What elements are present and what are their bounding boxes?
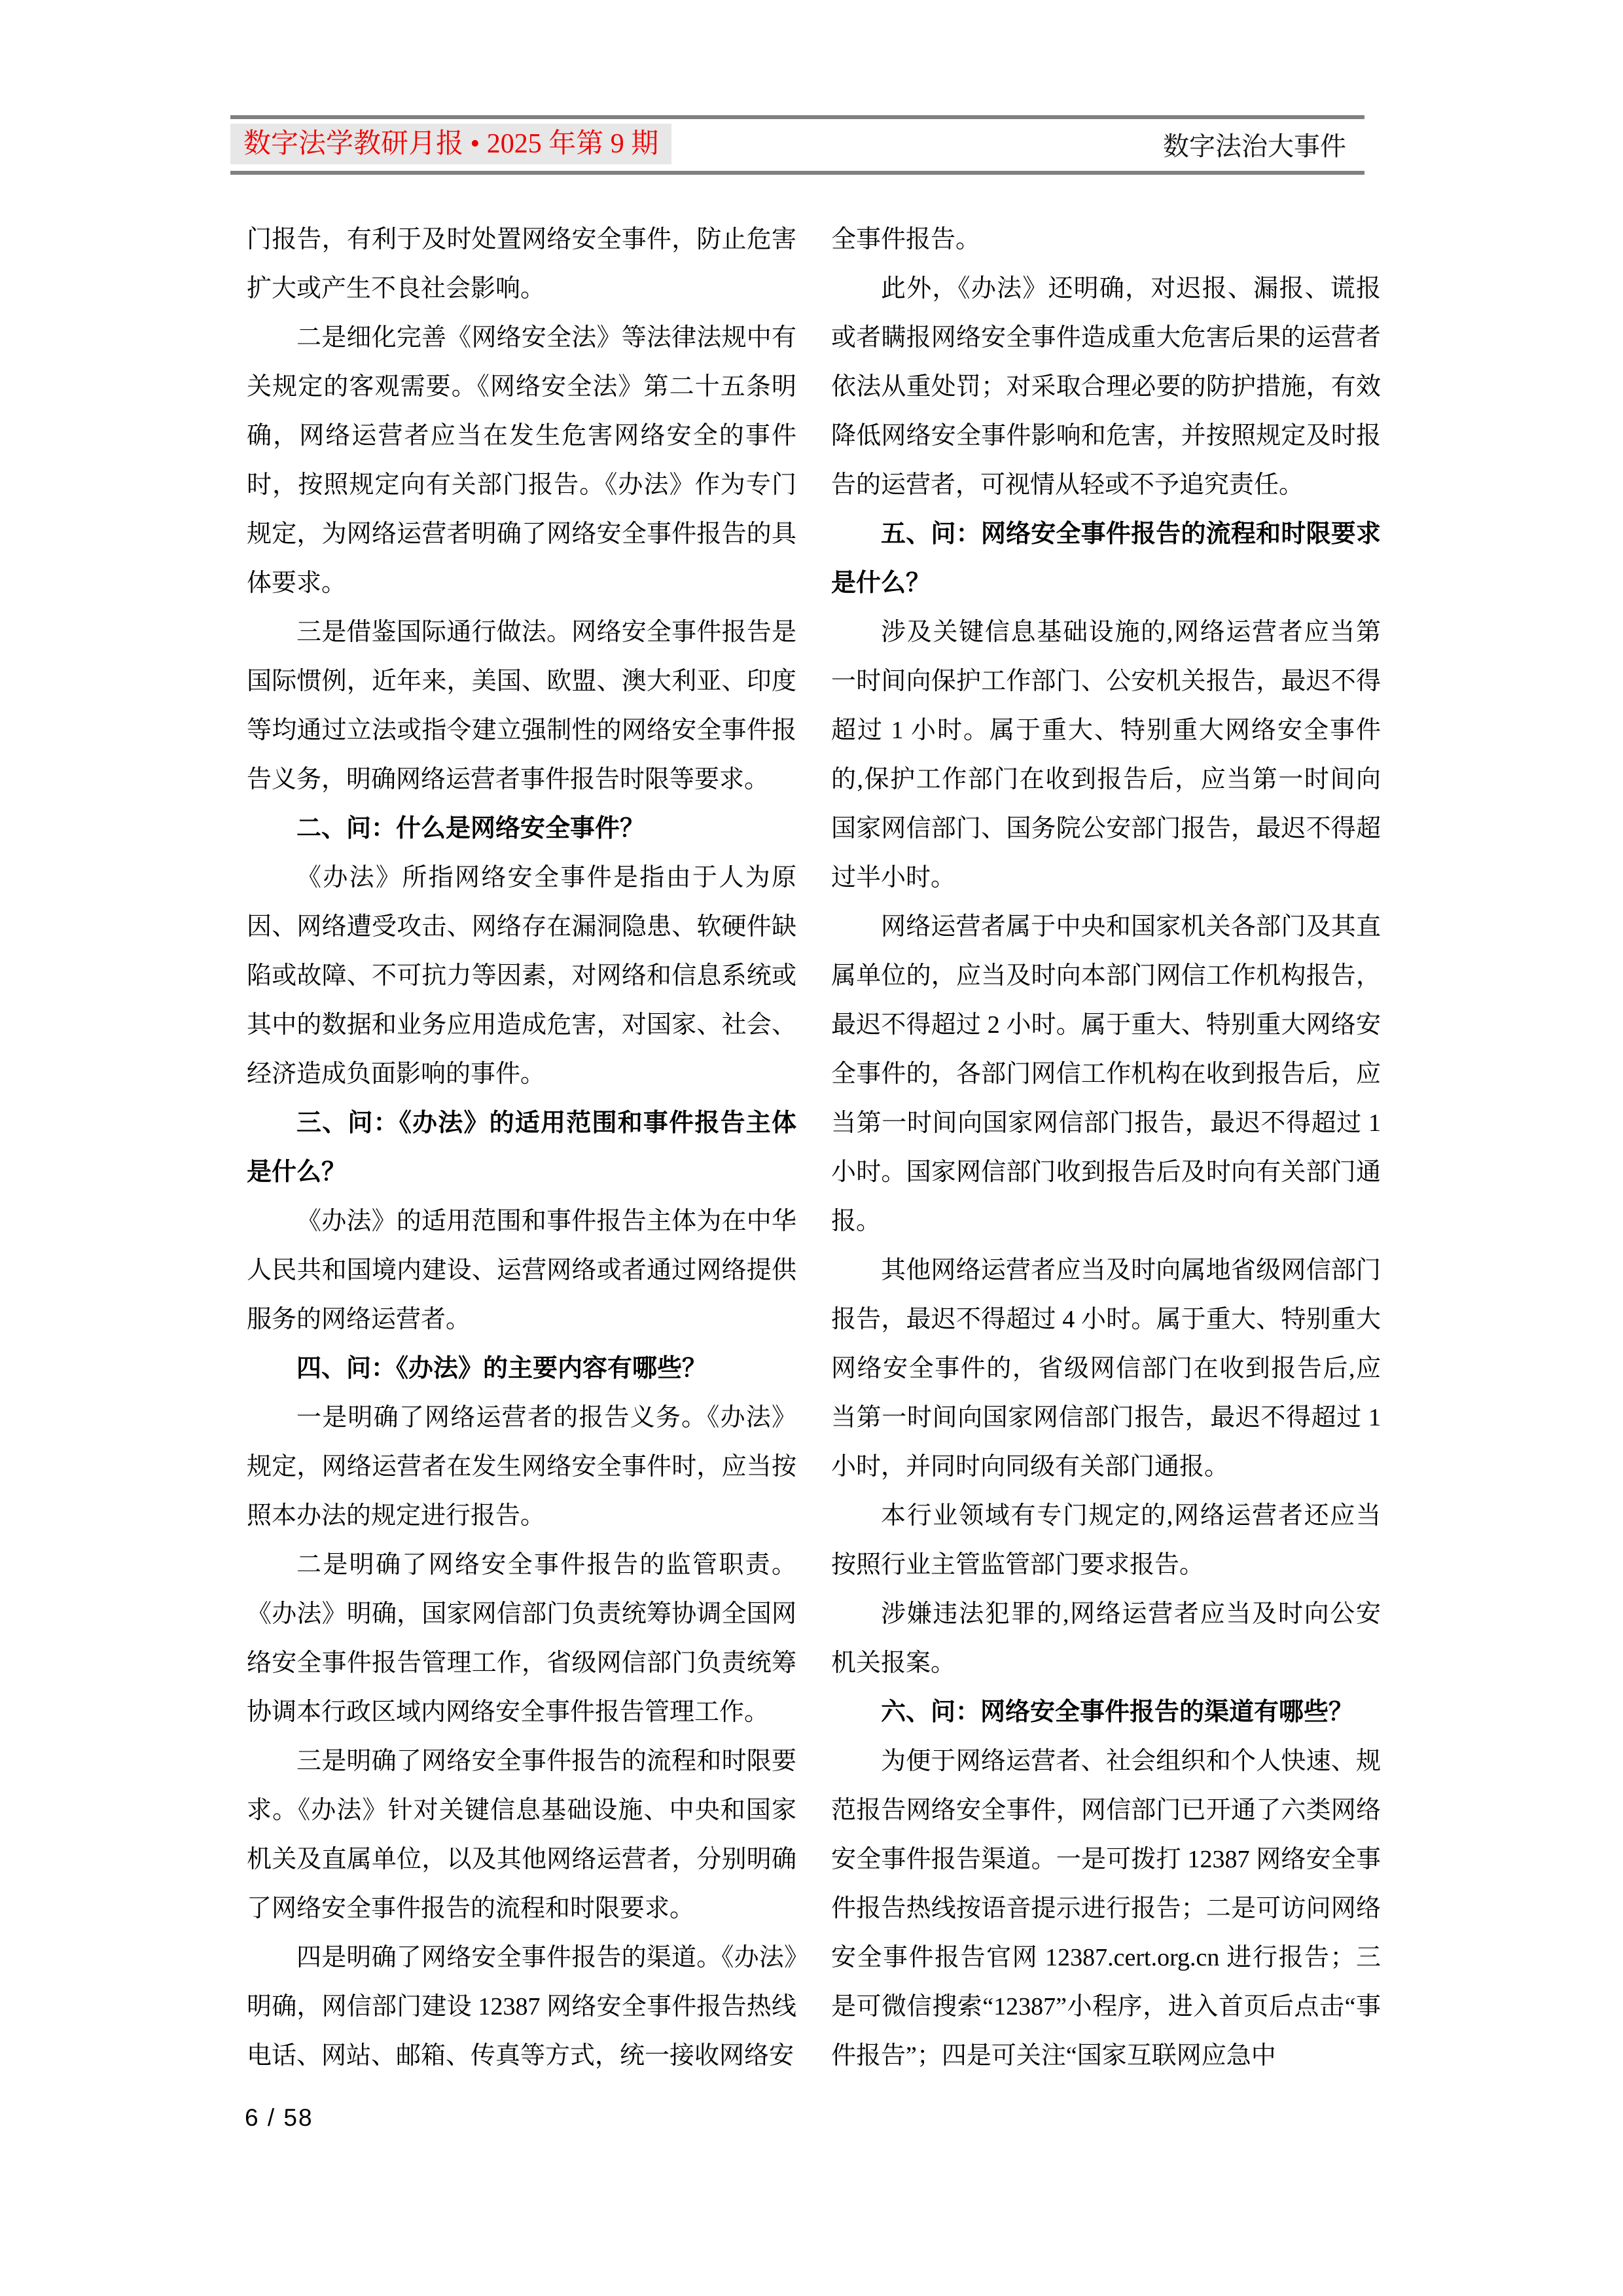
header-rule-top — [230, 115, 1364, 119]
page-header — [230, 123, 1364, 165]
body-paragraph: 三是借鉴国际通行做法。网络安全事件报告是国际惯例，近年来，美国、欧盟、澳大利亚、印度等均通过立法或指令建立强制性的网络安全事件报告义务，明确网络运营者事件报告时限等要求。 — [247, 619, 796, 793]
body-paragraph: 涉嫌违法犯罪的,网络运营者应当及时向公安机关报案。 — [831, 1600, 1381, 1677]
header-rule-bottom — [230, 171, 1364, 175]
question-heading: 五、问：网络安全事件报告的流程和时限要求是什么？ — [831, 520, 1381, 597]
body-paragraph: 四是明确了网络安全事件报告的渠道。《办法》明确，网信部门建设 12387 网络安全事件报告热线电话、网站、邮箱、传真等方式，统一接收网络安 — [247, 1944, 796, 2070]
body-paragraph: 门报告，有利于及时处置网络安全事件，防止危害扩大或产生不良社会影响。 — [247, 226, 796, 302]
body-paragraph: 此外，《办法》还明确，对迟报、漏报、谎报或者瞒报网络安全事件造成重大危害后果的运营者依法从重处罚；对采取合理必要的防护措施，有效降低网络安全事件影响和危害，并按照规定及时报告的运营者，可视情从轻或不予追究责任。 — [831, 275, 1381, 499]
body-paragraph: 三是明确了网络安全事件报告的流程和时限要求。《办法》针对关键信息基础设施、中央和国家机关及直属单位，以及其他网络运营者，分别明确了网络安全事件报告的流程和时限要求。 — [247, 1748, 796, 1922]
page-number: 6 / 58 — [245, 2104, 313, 2131]
question-heading: 六、问：网络安全事件报告的渠道有哪些？ — [881, 1698, 1354, 1726]
body-paragraph: 二是明确了网络安全事件报告的监管职责。《办法》明确，国家网信部门负责统筹协调全国网络安全事件报告管理工作，省级网信部门负责统筹协调本行政区域内网络安全事件报告管理工作。 — [247, 1551, 796, 1726]
body-paragraph: 二是细化完善《网络安全法》等法律法规中有关规定的客观需要。《网络安全法》第二十五条明确，网络运营者应当在发生危害网络安全的事件时，按照规定向有关部门报告。《办法》作为专门规定，为网络运营者明确了网络安全事件报告的具体要求。 — [247, 324, 796, 597]
question-heading: 四、问：《办法》的主要内容有哪些？ — [296, 1355, 707, 1382]
body-paragraph: 为便于网络运营者、社会组织和个人快速、规范报告网络安全事件，网信部门已开通了六类网络安全事件报告渠道。一是可拨打 12387 网络安全事件报告热线按语音提示进行报告；二是可访问网络安全事件报告官网 12387.cert.org.cn 进行报告；三是可微信搜索“12387”小程序，进入首页后点击“事件报告”；四是可关注“国家互联网应急中 — [831, 1748, 1381, 2070]
body-paragraph: 涉及关键信息基础设施的,网络运营者应当第一时间向保护工作部门、公安机关报告，最迟不得超过 1 小时。属于重大、特别重大网络安全事件的,保护工作部门在收到报告后，应当第一时间向国家网信部门、国务院公安部门报告，最迟不得超过半小时。 — [831, 619, 1381, 891]
question-heading: 三、问：《办法》的适用范围和事件报告主体是什么？ — [247, 1109, 796, 1186]
body-paragraph: 全事件报告。 — [831, 226, 981, 253]
body-paragraph: 一是明确了网络运营者的报告义务。《办法》规定，网络运营者在发生网络安全事件时，应当按照本办法的规定进行报告。 — [247, 1404, 796, 1530]
question-heading: 二、问：什么是网络安全事件？ — [296, 815, 645, 842]
column-left — [247, 215, 796, 2081]
journal-title-badge: 数字法学教研月报 • 2025 年第 9 期 — [230, 124, 671, 164]
body-paragraph: 网络运营者属于中央和国家机关各部门及其直属单位的，应当及时向本部门网信工作机构报告，最迟不得超过 2 小时。属于重大、特别重大网络安全事件的，各部门网信工作机构在收到报告后，应当第一时间向国家网信部门报告，最迟不得超过 1 小时。国家网信部门收到报告后及时向有关部门通报。 — [831, 913, 1381, 1235]
body-paragraph: 《办法》所指网络安全事件是指由于人为原因、网络遭受攻击、网络存在漏洞隐患、软硬件缺陷或故障、不可抗力等因素，对网络和信息系统或其中的数据和业务应用造成危害，对国家、社会、经济造成负面影响的事件。 — [247, 864, 796, 1088]
body-paragraph: 《办法》的适用范围和事件报告主体为在中华人民共和国境内建设、运营网络或者通过网络提供服务的网络运营者。 — [247, 1208, 796, 1333]
column-right — [831, 215, 1381, 2081]
body-paragraph: 其他网络运营者应当及时向属地省级网信部门报告，最迟不得超过 4 小时。属于重大、特别重大网络安全事件的，省级网信部门在收到报告后,应当第一时间向国家网信部门报告，最迟不得超过 1 小时，并同时向同级有关部门通报。 — [831, 1257, 1381, 1480]
body-paragraph: 本行业领域有专门规定的,网络运营者还应当按照行业主管监管部门要求报告。 — [831, 1502, 1381, 1579]
header-section-title: 数字法治大事件 — [1163, 131, 1346, 161]
